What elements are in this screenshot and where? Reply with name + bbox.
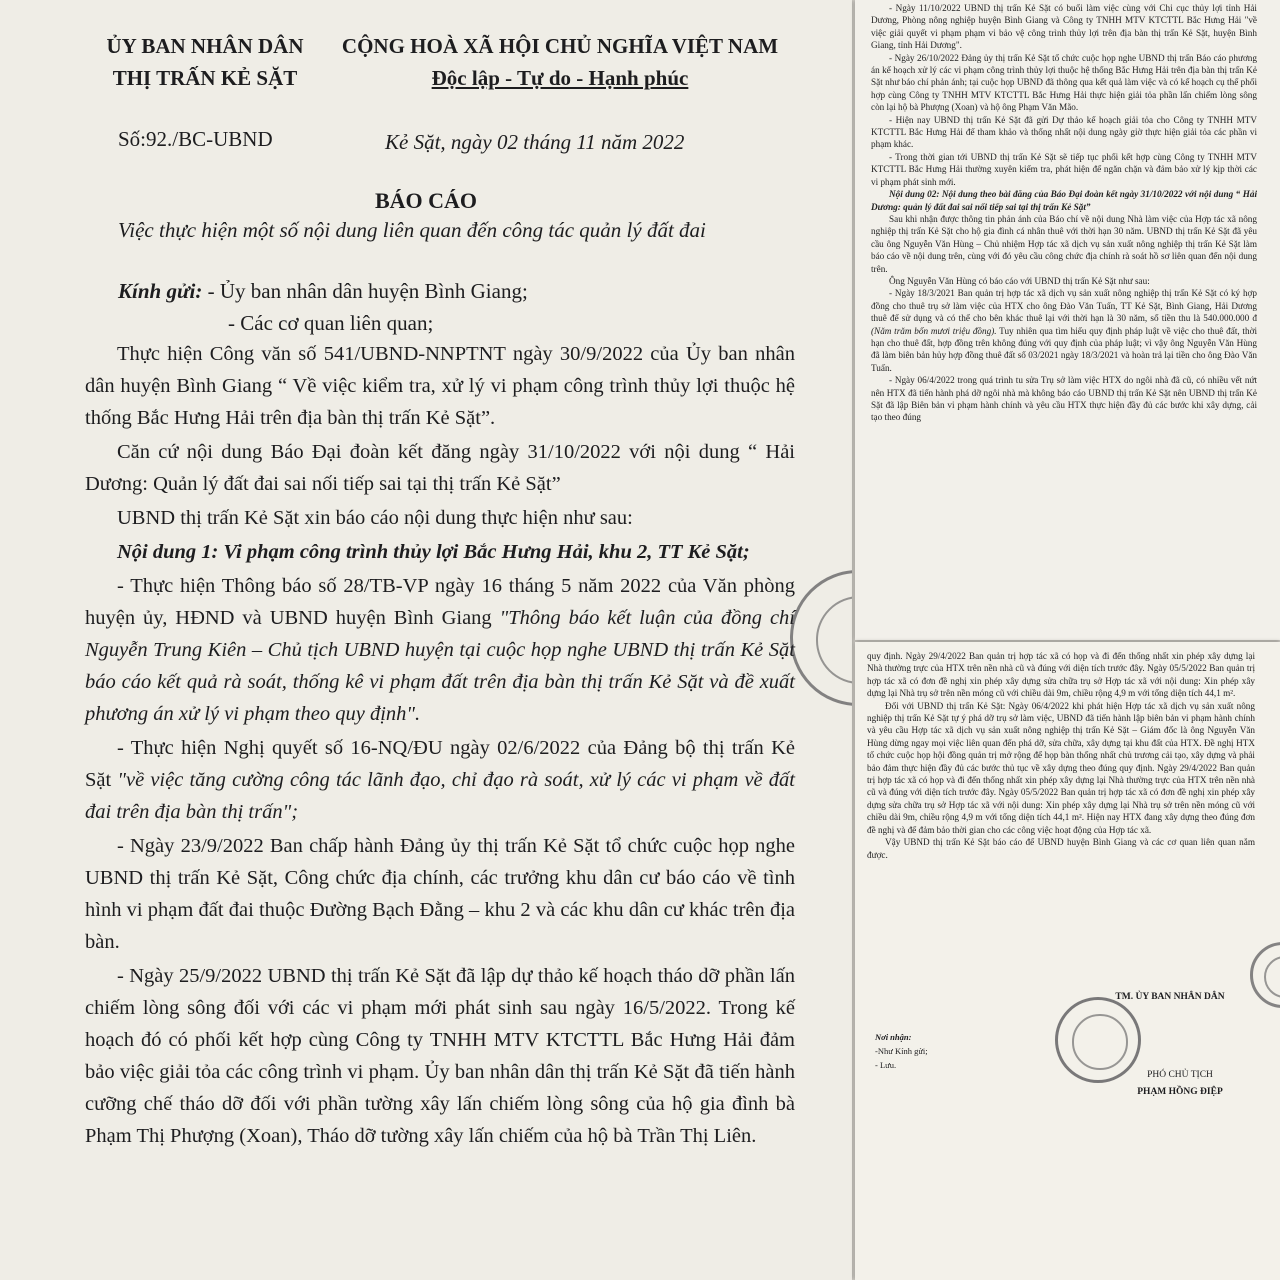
paragraph: - Hiện nay UBND thị trấn Kẻ Sặt đã gửi Dự thảo kế hoạch giải tỏa cho Công ty TNHH MTV KTCTTL Bắc Hưng Hải để tham khảo và thống nhất nội dung ngày giờ thực hiện giải tỏa các phần vi phạm khác. <box>871 114 1257 150</box>
kinh-gui-label: Kính gửi: <box>118 279 203 303</box>
paragraph: - Thực hiện Thông báo số 28/TB-VP ngày 16 tháng 5 năm 2022 của Văn phòng huyện ủy, HĐND và UBND huyện Bình Giang "Thông báo kết luận của đồng chí Nguyễn Trung Kiên – Chủ tịch UBND huyện tại cuộc họp nghe UBND thị trấn Kẻ Sặt báo cáo kết quả rà soát, thống kê vi phạm đất trên địa bàn thị trấn Kẻ Sặt và đề xuất phương án xử lý vi phạm theo quy định". <box>85 575 795 725</box>
recipient: -Như Kính gửi; <box>875 1046 928 1056</box>
paragraph: - Ngày 11/10/2022 UBND thị trấn Kẻ Sặt có buổi làm việc cùng với Chi cục thủy lợi tỉnh Hải Dương, Phòng nông nghiệp huyện Bình Giang và Công ty TNHH MTV KTCTTL Bắc Hưng Hải "về việc giải quyết vi phạm phạm vi bảo vệ công trình thủy lợi trên địa bàn thị trấn Kẻ Sặt, huyện Bình Giang, tỉnh Hải Dương". <box>871 3 1257 51</box>
national-motto: Độc lập - Tự do - Hạnh phúc <box>431 66 689 90</box>
nation-name: CỘNG HOÀ XÃ HỘI CHỦ NGHĨA VIỆT NAM <box>341 34 779 58</box>
paragraph: - Ngày 18/3/2021 Ban quản trị hợp tác xã dịch vụ sản xuất nông nghiệp thị trấn Kẻ Sặt có ký hợp đồng cho thuê trụ sở làm việc của HTX cho ông Đào Văn Tuấn, TT Kẻ Sặt, Bình Giang, Hải Dương thuê để sử dụng và có thể cho bên khác thuê lại với thời hạn là 30 năm, số tiền thu là 540.000.000 đ (Năm trăm bốn mươi triệu đồng). Tuy nhiên qua tìm hiểu quy định pháp luật về việc cho thuê đất, thời hạn cho thuê đất, hợp đồng trên không đúng với quy định của pháp luật; vì vậy ông Nguyễn Văn Hùng đã làm biên bản hủy hợp đồng thuê đất số 03/2021 ngày 18/3/2021 và hoàn trả lại tiền cho ông Đào Văn Tuấn. <box>871 288 1257 373</box>
paragraph: quy định. Ngày 29/4/2022 Ban quản trị hợp tác xã có họp và đi đến thống nhất xin phép xây dựng lại Nhà thường trực của HTX trên nền nhà cũ và đúng với diện tích trước đây. Ngày 05/5/2022 Ban quản trị hợp tác xã có đơn đề nghị xin phép xây dựng sửa chữa trụ sở Hợp tác xã với nội dung: Xin phép xây dựng lại Nhà trụ sở trên nền móng cũ với chiều dài 9m, chiều rộng 4,9 m với tổng diện tích 44,1 m². <box>867 651 1255 699</box>
paragraph: Ông Nguyễn Văn Hùng có báo cáo với UBND thị trấn Kẻ Sặt như sau: <box>889 275 1150 286</box>
document-number: Số:92./BC-UBND <box>118 127 273 151</box>
paragraph: - Ngày 23/9/2022 Ban chấp hành Đảng ủy thị trấn Kẻ Sặt tổ chức cuộc họp nghe UBND thị trấn Kẻ Sặt, Công chức địa chính, các trưởng khu dân cư báo cáo về tình hình vi phạm đất đai thuộc Đường Bạch Đằng – khu 2 và các khu dân cư khác trên địa bàn. <box>85 835 795 953</box>
paragraph: Sau khi nhận được thông tin phản ánh của Báo chí về nội dung Nhà làm việc của Hợp tác xã nông nghiệp thị trấn Kẻ Sặt cho hộ gia đình cá nhân thuê với thời hạn 30 năm. UBND thị trấn Kẻ Sặt đã yêu cầu ông Nguyễn Văn Hùng – Chủ nhiệm Hợp tác xã dịch vụ sản xuất nông nghiệp thị trấn Kẻ Sặt làm báo cáo về nội dung trên, cùng với đó yêu cầu công chức địa chính rà soát hồ sơ liên quan đến nội dung trên. <box>871 213 1257 274</box>
signer-name: PHẠM HỒNG ĐIỆP <box>1137 1087 1223 1097</box>
document-date: Kẻ Sặt, ngày 02 tháng 11 năm 2022 <box>385 130 685 154</box>
signer-position: PHÓ CHỦ TỊCH <box>1147 1070 1213 1080</box>
paragraph: - Ngày 25/9/2022 UBND thị trấn Kẻ Sặt đã lập dự thảo kế hoạch tháo dỡ phần lấn chiếm lòng sông đối với các vi phạm mới phát sinh sau ngày 16/5/2022. Trong kế hoạch đó có phối kết hợp cùng Công ty TNHH MTV KTCTTL Bắc Hưng Hải đảm bảo việc giải tỏa các công trình vi phạm. Ủy ban nhân dân thị trấn Kẻ Sặt đã tiến hành cưỡng chế tháo dỡ đối với phần tường xây lấn chiếm lòng sông của hộ gia đình bà Phạm Thị Phượng (Xoan), Tháo dỡ tường xây lấn chiếm của hộ bà Trần Thị Liên. <box>85 965 795 1147</box>
national-header <box>335 30 785 94</box>
section-heading-2: Nội dung 02: Nội dung theo bài đăng của Báo Đại đoàn kết ngày 31/10/2022 với nội dung “ Hải Dương: quản lý đất đai sai nối tiếp sai tại thị trấn Kẻ Sặt” <box>871 189 1257 212</box>
document-subtitle: Việc thực hiện một số nội dung liên quan đến công tác quản lý đất đai <box>118 218 706 242</box>
paragraph: - Thực hiện Nghị quyết số 16-NQ/ĐU ngày 02/6/2022 của Đảng bộ thị trấn Kẻ Sặt "về việc tăng cường công tác lãnh đạo, chỉ đạo rà soát, xử lý các vi phạm về đất đai trên địa bàn thị trấn"; <box>85 737 795 823</box>
recipients-label: Nơi nhận: <box>875 1032 912 1042</box>
org-line-2: THỊ TRẤN KẺ SẶT <box>112 66 298 90</box>
recipient-2: - Các cơ quan liên quan; <box>228 311 434 335</box>
recipient: - Lưu. <box>875 1060 897 1070</box>
paragraph: Vậy UBND thị trấn Kẻ Sặt báo cáo để UBND huyện Bình Giang và các cơ quan liên quan nắm được. <box>867 837 1255 860</box>
paragraph: - Ngày 26/10/2022 Đảng ủy thị trấn Kẻ Sặt tổ chức cuộc họp nghe UBND thị trấn Báo cáo phương án kế hoạch xử lý các vi phạm công trình thủy lợi thuộc hệ thống Bắc Hưng Hải trên địa bàn thị trấn Kẻ Sặt như báo chí phản ánh; tại cuộc họp UBND đã thông qua kết quả làm việc và có kế hoạch cụ thể phối hợp cùng Công ty TNHH MTV KTCTTL Bắc Hưng Hải thực hiện giải tỏa phần lấn chiếm lòng sông còn lại hộ bà Phượng (Xoan) và hộ ông Phạm Văn Mão. <box>871 52 1257 113</box>
recipients-block <box>875 1030 928 1072</box>
document-title: BÁO CÁO <box>374 188 478 213</box>
page2-body <box>871 2 1257 424</box>
official-seal-icon <box>790 570 852 706</box>
signature-title: TM. ỦY BAN NHÂN DÂN <box>1115 992 1225 1002</box>
paragraph: - Ngày 06/4/2022 trong quá trình tu sửa Trụ sở làm việc HTX do ngôi nhà đã cũ, có nhiều vết nứt nên HTX đã tiến hành phá dỡ ngôi nhà mà không báo cáo UBND thị trấn Kẻ Sặt nên UBND thị trấn Kẻ Sặt đã lập Biên bản vi phạm hành chính và yêu cầu HTX thực hiện đầy đủ các bước khi xây dựng, cải tạo theo đúng <box>871 375 1257 423</box>
official-seal-icon <box>1055 997 1141 1083</box>
paragraph: Thực hiện Công văn số 541/UBND-NNPTNT ngày 30/9/2022 của Ủy ban nhân dân huyện Bình Giang “ Về việc kiểm tra, xử lý vi phạm công trình thủy lợi thuộc hệ thống Bắc Hưng Hải trên địa bàn thị trấn Kẻ Sặt”. <box>85 343 795 429</box>
paragraph: Đối với UBND thị trấn Kẻ Sặt: Ngày 06/4/2022 khi phát hiện Hợp tác xã dịch vụ sản xuất nông nghiệp thị trấn Kẻ Sặt tự ý phá dỡ trụ sở làm việc, UBND đã tiến hành lập biên bản vi phạm hành chính và yêu cầu Hợp tác xã dịch vụ sản xuất nông nghiệp thị trấn Kẻ Sặt – Giám đốc là ông Nguyễn Văn Hùng dừng ngay mọi việc liên quan đến phá dỡ, sửa chữa, xây dựng tại khu đất của HTX. Đề nghị HTX tổ chức cuộc họp hội đồng quản trị mở rộng để họp bàn thống nhất chủ trương cải tạo, xây dựng và phải bảo đảm thực hiện đầy đủ các bước thủ tục về xây dựng theo đúng quy định. Ngày 29/4/2022 Ban quản trị hợp tác xã có họp và đi đến thống nhất xin phép xây dựng lại Nhà thường trực của HTX trên nền nhà cũ và đúng với diện tích trước đây. Ngày 05/5/2022 Ban quản trị hợp tác xã có đơn đề nghị xin phép xây dựng sửa chữa trụ sở Hợp tác xã với nội dung: Xin phép xây dựng lại Nhà trụ sở trên nền móng cũ với chiều dài 9m, chiều rộng 4,9 m với tổng diện tích 44,1 m². Hiện nay HTX đang xây dựng theo đúng đơn đề nghị và để đảm bảo thời gian cho các công việc hoạt động của Hợp tác xã. <box>867 700 1255 835</box>
paragraph: UBND thị trấn Kẻ Sặt xin báo cáo nội dung thực hiện như sau: <box>117 507 633 529</box>
page1-body <box>85 338 795 1154</box>
paragraph: - Trong thời gian tới UBND thị trấn Kẻ Sặt sẽ tiếp tục phối kết hợp cùng Công ty TNHH MTV KTCTTL Bắc Hưng Hải thường xuyên kiểm tra, phát hiện để ngăn chặn và đảm bảo xử lý kịp thời các vi phạm phát sinh mới. <box>871 151 1257 187</box>
page3-body <box>867 650 1255 861</box>
paragraph: Căn cứ nội dung Báo Đại đoàn kết đăng ngày 31/10/2022 với nội dung “ Hải Dương: Quản lý đất đai sai nối tiếp sai tại thị trấn Kẻ Sặt” <box>85 441 795 495</box>
issuing-authority <box>95 30 315 94</box>
recipients-line-1 <box>118 279 528 304</box>
org-line-1: ỦY BAN NHÂN DÂN <box>106 34 304 58</box>
page-2 <box>855 0 1280 640</box>
recipient-1: - Ủy ban nhân dân huyện Bình Giang; <box>207 279 528 303</box>
section-heading-1: Nội dung 1: Vi phạm công trình thủy lợi Bắc Hưng Hải, khu 2, TT Kẻ Sặt; <box>117 541 750 563</box>
page-3 <box>855 642 1280 1280</box>
